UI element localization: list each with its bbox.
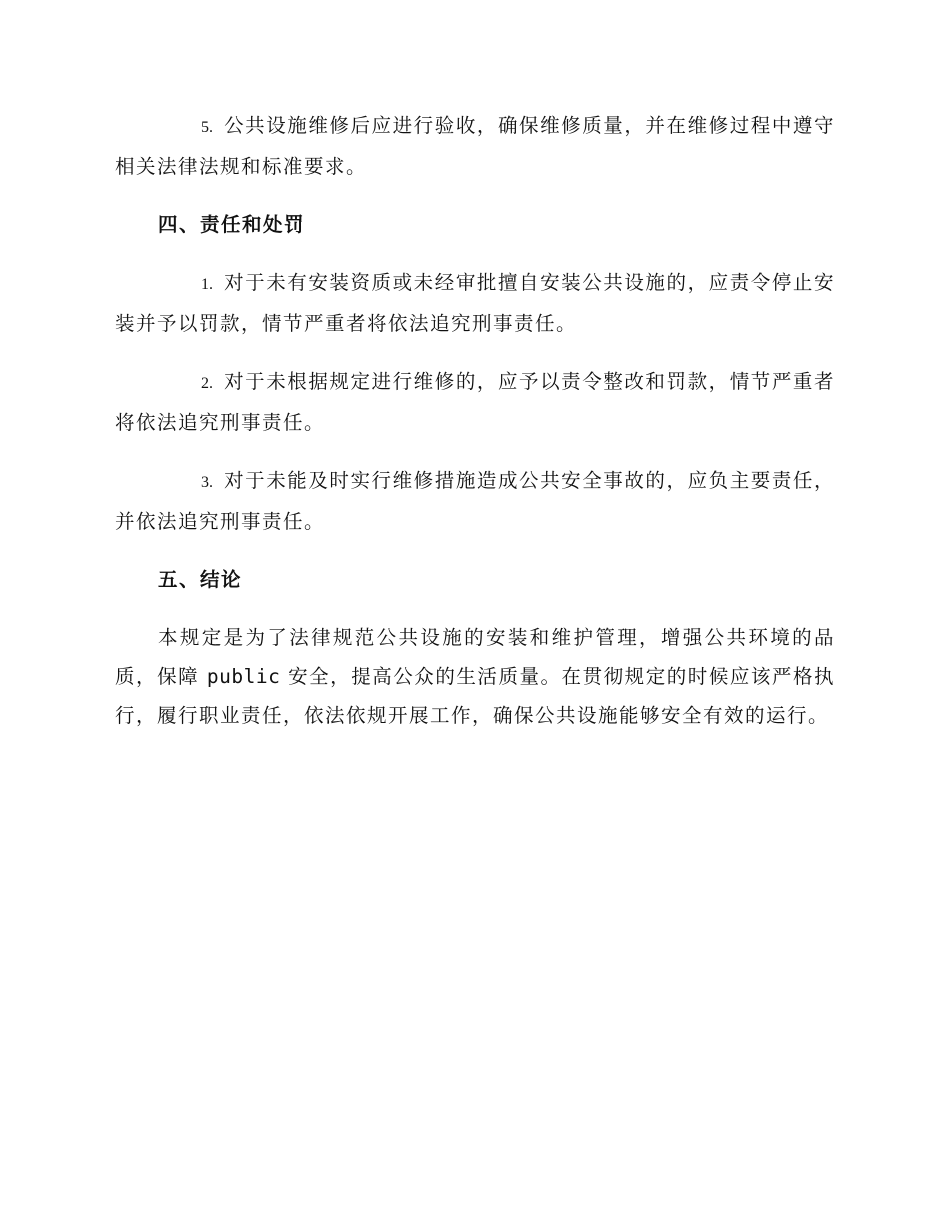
list-item-5 [115, 106, 835, 186]
item-number: 2. [201, 375, 213, 392]
conclusion-text-2: 安全，提高公众的生活质量。在贯彻规定的时候应该严格执行，履行职业责任，依法依规开展工作，确保公共设施能够安全有效的运行。 [115, 665, 835, 727]
item-number: 3. [201, 474, 213, 491]
item-number: 1. [201, 276, 213, 293]
section-heading-conclusion: 五、结论 [158, 568, 243, 591]
list-item-2 [115, 362, 835, 442]
item-text: 对于未能及时实行维修措施造成公共安全事故的，应负主要责任，并依法追究刑事责任。 [115, 469, 835, 533]
list-item-3 [115, 461, 835, 541]
conclusion-paragraph [115, 618, 835, 735]
item-text: 公共设施维修后应进行验收，确保维修质量，并在维修过程中遵守相关法律法规和标准要求。 [115, 114, 835, 178]
conclusion-word: public [206, 665, 281, 688]
list-item-1 [115, 263, 835, 343]
section-heading-responsibility: 四、责任和处罚 [158, 213, 306, 236]
item-text: 对于未根据规定进行维修的，应予以责令整改和罚款，情节严重者将依法追究刑事责任。 [115, 370, 835, 434]
conclusion-text-1: 本规定是为了法律规范公共设施的安装和维护管理，增强公共环境的品质，保障 [115, 626, 835, 688]
document-page [115, 106, 835, 754]
item-text: 对于未有安装资质或未经审批擅自安装公共设施的，应责令停止安装并予以罚款，情节严重者将依法追究刑事责任。 [115, 271, 835, 335]
item-number: 5. [201, 119, 213, 136]
